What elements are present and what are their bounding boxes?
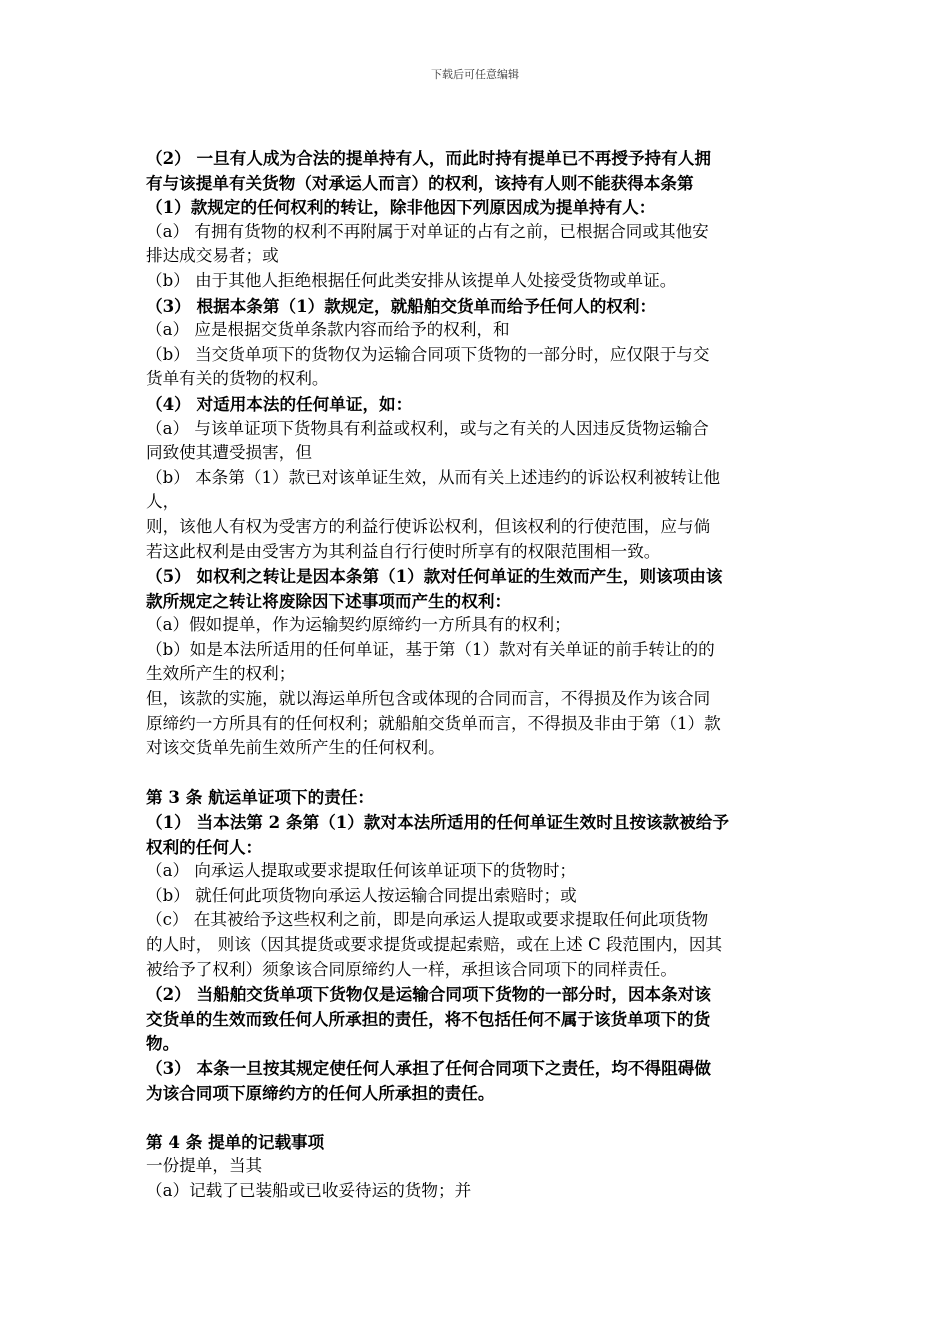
text-line: （a） 有拥有货物的权利不再附属于对单证的占有之前，已根据合同或其他安 [146, 221, 709, 241]
heading-line: （2） 一旦有人成为合法的提单持有人，而此时持有提单已不再授予持有人拥 [146, 148, 711, 168]
heading-line: （3） 根据本条第（1）款规定，就船舶交货单而给予任何人的权利： [146, 295, 657, 316]
text-line: 原缔约一方所具有的任何权利；就船舶交货单而言，不得损及非由于第（1）款 [146, 713, 721, 733]
text-line: 生效所产生的权利； [146, 664, 296, 684]
text-line: 货单有关的货物的权利。 [146, 369, 329, 389]
text-line: 排达成交易者；或 [146, 246, 279, 266]
document-body [146, 146, 810, 1204]
heading-line: 第 3 条 航运单证项下的责任： [146, 787, 375, 808]
text-line: 但，该款的实施，就以海运单所包含或体现的合同而言，不得损及作为该合同 [146, 689, 711, 709]
blank-line [146, 761, 810, 786]
heading-line: 交货单的生效而致任何人所承担的责任，将不包括任何不属于该货单项下的货 [146, 1008, 711, 1029]
text-line: （a） 应是根据交货单条款内容而给予的权利，和 [146, 320, 510, 340]
text-line: （b）如是本法所适用的任何单证，基于第（1）款对有关单证的前手转让的的 [146, 639, 715, 659]
text-line: （b） 当交货单项下的货物仅为运输合同项下货物的一部分时，应仅限于与交 [146, 344, 710, 364]
heading-line: 权利的任何人： [146, 836, 263, 857]
text-line: （b） 由于其他人拒绝根据任何此类安排从该提单人处接受货物或单证。 [146, 270, 677, 290]
text-line: （a）记载了已装船或已收妥待运的货物；并 [146, 1180, 472, 1200]
heading-line: 款所规定之转让将废除因下述事项而产生的权利： [146, 590, 512, 611]
text-line: 被给予了权利）须象该合同原缔约人一样，承担该合同项下的同样责任。 [146, 959, 677, 979]
heading-line: 有与该提单有关货物（对承运人而言）的权利，该持有人则不能获得本条第 [146, 172, 694, 193]
text-line: 同致使其遭受损害，但 [146, 443, 312, 463]
text-line: 对该交货单先前生效所产生的任何权利。 [146, 738, 445, 758]
page-header: 下载后可任意编辑 [431, 68, 519, 81]
heading-line: 为该合同项下原缔约方的任何人所承担的责任。 [146, 1082, 495, 1103]
heading-line: （5） 如权利之转让是因本条第（1）款对任何单证的生效而产生，则该项由该 [146, 566, 723, 587]
text-line: （a） 向承运人提取或要求提取任何该单证项下的货物时； [146, 861, 577, 881]
text-line: 人， [146, 492, 180, 512]
text-line: 的人时， 则该（因其提货或要求提货或提起索赔，或在上述 C 段范围内，因其 [146, 935, 723, 954]
heading-line: （4） 对适用本法的任何单证，如： [146, 393, 413, 414]
text-line: 则，该他人有权为受害方的利益行使诉讼权利，但该权利的行使范围，应与倘 [146, 516, 711, 536]
text-line: （a）假如提单，作为运输契约原缔约一方所具有的权利； [146, 615, 571, 635]
text-line: （c） 在其被给予这些权利之前，即是向承运人提取或要求提取任何此项货物 [146, 910, 709, 930]
text-line: （b） 本条第（1）款已对该单证生效，从而有关上述违约的诉讼权利被转让他 [146, 467, 721, 487]
heading-line: 第 4 条 提单的记载事项 [146, 1131, 325, 1152]
heading-line: （3） 本条一旦按其规定使任何人承担了任何合同项下之责任，均不得阻碍做 [146, 1057, 711, 1078]
blank-line [146, 1105, 810, 1130]
text-line: （b） 就任何此项货物向承运人按运输合同提出索赔时；或 [146, 885, 577, 905]
text-line: （a） 与该单证项下货物具有利益或权利，或与之有关的人因违反货物运输合 [146, 418, 709, 438]
heading-line: （2） 当船舶交货单项下货物仅是运输合同项下货物的一部分时，因本条对该 [146, 984, 711, 1005]
heading-line: （1）款规定的任何权利的转让，除非他因下列原因成为提单持有人： [146, 197, 656, 218]
text-line: 一份提单，当其 [146, 1156, 263, 1176]
text-line: 若这此权利是由受害方为其利益自行行使时所享有的权限范围相一致。 [146, 541, 661, 561]
heading-line: 物。 [146, 1033, 180, 1054]
heading-line: （1） 当本法第 2 条第（1）款对本法所适用的任何单证生效时且按该款被给予 [146, 812, 729, 833]
